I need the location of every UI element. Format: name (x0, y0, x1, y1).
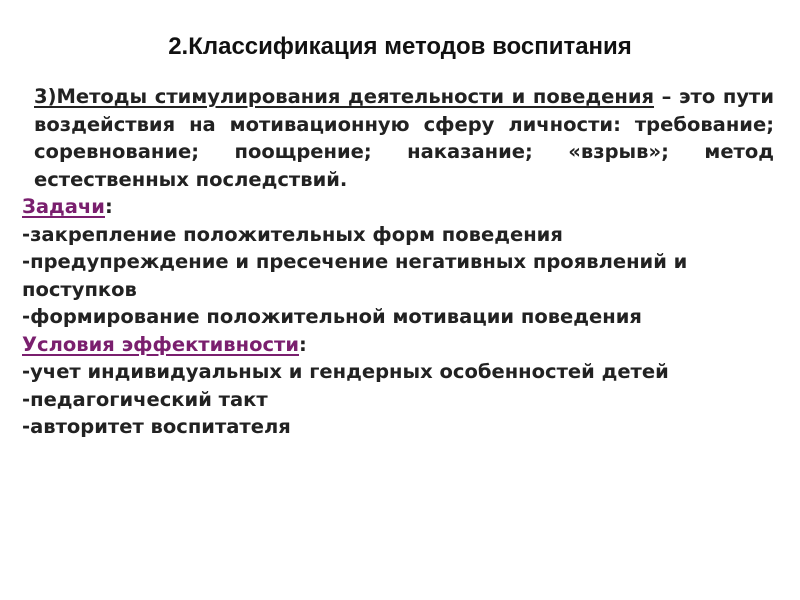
tasks-item: -предупреждение и пресечение негативных проявлений и поступков (22, 250, 688, 301)
intro-definition: – это пути воздействия на мотивационную сферу личности: требование; соревнование; поощрение; наказание; «взрыв»; метод естественных последствий. (34, 85, 774, 191)
intro-term: 3)Методы стимулирования деятельности и поведения (34, 85, 655, 108)
conditions-heading-colon: : (299, 332, 307, 356)
slide-content (22, 83, 774, 441)
conditions-heading (22, 331, 774, 359)
conditions-heading-label: Условия эффективности (22, 332, 299, 356)
conditions-item: -педагогический такт (22, 387, 268, 411)
conditions-item: -авторитет воспитателя (22, 415, 291, 438)
tasks-heading (22, 193, 774, 221)
tasks-heading-label: Задачи (22, 195, 105, 218)
tasks-item: -формирование положительной мотивации поведения (22, 305, 642, 328)
intro-paragraph (22, 83, 774, 193)
tasks-item: -закрепление положительных форм поведения (22, 222, 563, 246)
slide-title: 2.Классификация методов воспитания (168, 33, 632, 60)
conditions-item: -учет индивидуальных и гендерных особенностей детей (22, 360, 669, 383)
tasks-heading-colon: : (104, 195, 113, 218)
